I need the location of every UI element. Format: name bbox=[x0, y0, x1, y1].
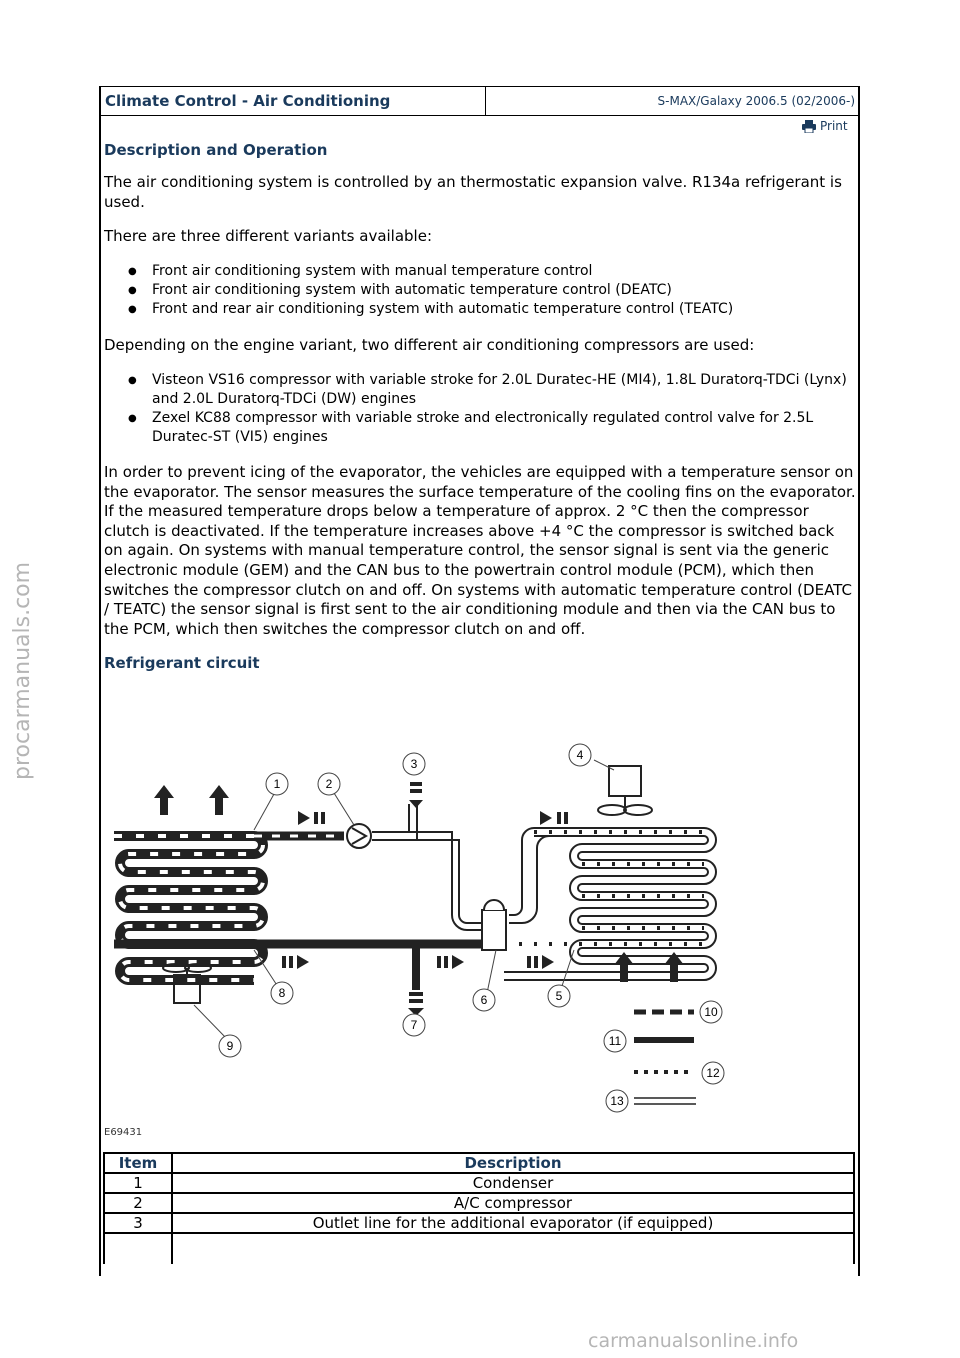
callout-7 bbox=[403, 1014, 425, 1036]
callout-12 bbox=[702, 1062, 724, 1084]
table-header-row bbox=[104, 1153, 854, 1173]
figure-reference: E69431 bbox=[104, 1127, 143, 1138]
list-item: ● Front air conditioning system with automatic temperature control (DEATC) bbox=[104, 281, 856, 300]
intro-paragraph: The air conditioning system is controlled by an thermostatic expansion valve. R134a refrigerant is used. bbox=[104, 173, 842, 211]
printer-icon bbox=[802, 120, 816, 133]
callout-3 bbox=[403, 753, 425, 775]
svg-text:10: 10 bbox=[704, 1005, 718, 1019]
svg-text:7: 7 bbox=[410, 1018, 418, 1032]
callout-6 bbox=[473, 989, 495, 1011]
list-item: ● Visteon VS16 compressor with variable stroke for 2.0L Duratec-HE (MI4), 1.8L Duratorq-TDCi (Lynx) and 2.0L Duratorq-TDCi (DW) engines bbox=[104, 371, 856, 409]
callout-5 bbox=[548, 985, 570, 1007]
circuit-title: Refrigerant circuit bbox=[104, 654, 260, 673]
list-item: ● Zexel KC88 compressor with variable stroke and electronically regulated control valve for 2.5L Duratec-ST (VI5) engines bbox=[104, 409, 856, 447]
refrigerant-circuit-diagram bbox=[104, 740, 744, 1140]
table-cell: Condenser bbox=[172, 1173, 854, 1193]
callout-2 bbox=[318, 773, 340, 795]
list-item: ● Front and rear air conditioning system with automatic temperature control (TEATC) bbox=[104, 300, 856, 319]
section-title: Description and Operation bbox=[104, 141, 328, 159]
condenser-graphic bbox=[114, 836, 263, 980]
svg-text:1: 1 bbox=[273, 777, 281, 791]
column-header: Item bbox=[104, 1153, 172, 1173]
watermark: procarmanuals.com bbox=[10, 561, 35, 780]
column-header: Description bbox=[172, 1153, 854, 1173]
callout-9 bbox=[219, 1035, 241, 1057]
compressors-list bbox=[104, 371, 856, 447]
article-body bbox=[104, 140, 856, 673]
expansion-valve-graphic bbox=[482, 910, 506, 950]
variants-list bbox=[104, 262, 856, 319]
print-link[interactable] bbox=[802, 119, 848, 133]
table-cell: 2 bbox=[104, 1193, 172, 1213]
callout-4 bbox=[569, 744, 591, 766]
items-table bbox=[103, 1152, 855, 1264]
table-row bbox=[104, 1213, 854, 1233]
icing-paragraph: In order to prevent icing of the evaporator, the vehicles are equipped with a temperature sensor on the evaporator. The sensor measures the surface temperature of the cooling fins on the evaporator. If the measured temperature drops below a temperature of approx. 2 °C then the compressor clutch is deactivated. If the temperature increases above +4 °C the compressor is switched back on again. On systems with manual temperature control, the sensor signal is sent via the generic electronic module (GEM) and the CAN bus to the powertrain control module (PCM), which then switches the compressor clutch on and off. On systems with automatic temperature control (DEATC / TEATC) the sensor signal is first sent to the air conditioning module and then via the CAN bus to the PCM, which then switches the compressor clutch on and off. bbox=[104, 463, 856, 638]
model-label: S-MAX/Galaxy 2006.5 (02/2006-) bbox=[657, 94, 855, 108]
callout-10 bbox=[700, 1001, 722, 1023]
svg-text:2: 2 bbox=[325, 777, 333, 791]
svg-text:12: 12 bbox=[706, 1066, 720, 1080]
svg-text:6: 6 bbox=[480, 993, 488, 1007]
page-header bbox=[99, 86, 860, 116]
svg-text:9: 9 bbox=[226, 1039, 234, 1053]
evaporator-graphic bbox=[504, 832, 712, 976]
callout-11 bbox=[604, 1030, 626, 1052]
table-row bbox=[104, 1193, 854, 1213]
page-title: Climate Control - Air Conditioning bbox=[100, 87, 486, 115]
svg-text:5: 5 bbox=[555, 989, 563, 1003]
print-label: Print bbox=[820, 119, 848, 133]
callout-13 bbox=[606, 1090, 628, 1112]
svg-text:3: 3 bbox=[410, 757, 418, 771]
table-cell: Outlet line for the additional evaporator (if equipped) bbox=[172, 1213, 854, 1233]
table-cell: 1 bbox=[104, 1173, 172, 1193]
svg-text:11: 11 bbox=[608, 1034, 622, 1048]
svg-text:8: 8 bbox=[278, 986, 286, 1000]
svg-text:13: 13 bbox=[610, 1094, 624, 1108]
table-row bbox=[104, 1173, 854, 1193]
compressors-intro: Depending on the engine variant, two different air conditioning compressors are used: bbox=[104, 336, 755, 354]
table-cell: A/C compressor bbox=[172, 1193, 854, 1213]
callout-1 bbox=[266, 773, 288, 795]
callout-8 bbox=[271, 982, 293, 1004]
table-row bbox=[104, 1233, 854, 1264]
svg-text:4: 4 bbox=[576, 748, 584, 762]
footer-watermark: carmanualsonline.info bbox=[588, 1330, 799, 1352]
table-cell: 3 bbox=[104, 1213, 172, 1233]
list-item: ● Front air conditioning system with manual temperature control bbox=[104, 262, 856, 281]
variants-intro: There are three different variants available: bbox=[104, 227, 433, 245]
